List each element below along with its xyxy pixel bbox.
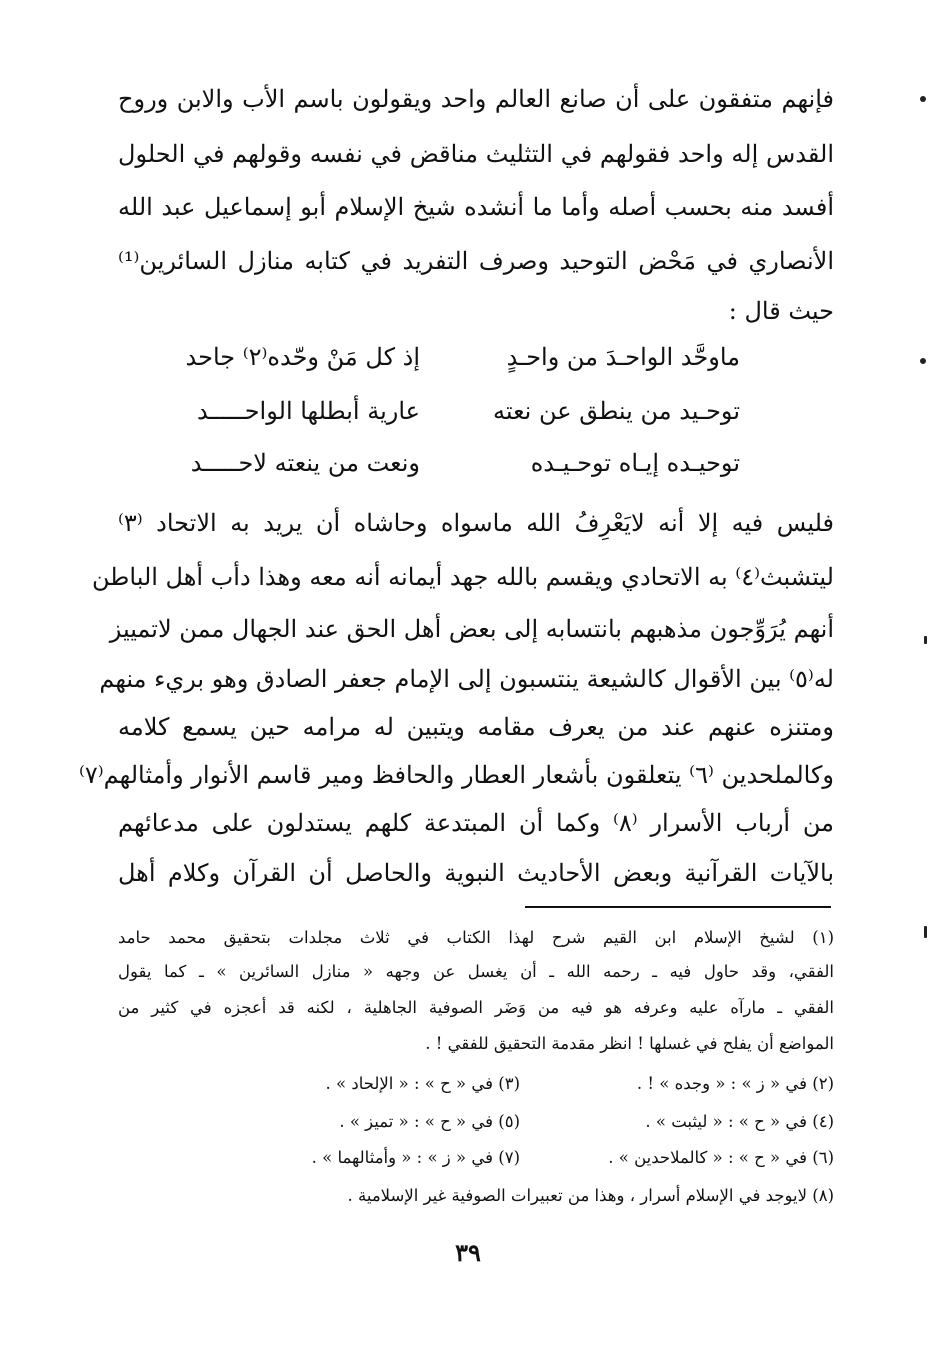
page-number: ٣٩ [455, 1238, 481, 1267]
body-line: فليس فيه إلا أنه لايَعْرِفُ الله ماسواه وحاشاه أن يريد به الاتحاد ⁽٣⁾ [118, 509, 834, 537]
footnote-item: (٤) في « ح » : « ليثبت » . [645, 1112, 834, 1131]
body-line: القدس إله واحد فقولهم في التثليث مناقض في نفسه وقولهم في الحلول [118, 140, 834, 168]
body-line: الأنصاري في مَحْض التوحيد وصرف التفريد في كتابه منازل السائرين⁽¹⁾ [118, 247, 834, 275]
body-line: له⁽٥⁾ بين الأقوال كالشيعة ينتسبون إلى الإمام جعفر الصادق وهو بريء منهم [99, 665, 834, 693]
footnote-line: الفقي ـ مارآه عليه وعرفه هو فيه من وَضَر الصوفية الجاهلية ، لكنه قد أعجزه في كثير من [118, 998, 834, 1017]
body-line: من أرباب الأسرار ⁽٨⁾ وكما أن المبتدعة كلهم يستدلون على مدعائهم [118, 809, 834, 837]
margin-dot [920, 358, 926, 364]
verse-first-hemistich: توحـيد من ينطق عن نعته [492, 397, 740, 425]
footnote-line: (١) لشيخ الإسلام ابن القيم شرح لهذا الكتاب في ثلاث مجلدات بتحقيق محمد حامد [118, 928, 834, 947]
footnote-item: (٥) في « ح » : « تميز » . [339, 1112, 520, 1131]
verse-first-hemistich: توحيـده إيـاه توحـيـده [530, 449, 740, 477]
body-line: حيث قال : [728, 297, 834, 325]
body-line: فإنهم متفقون على أن صانع العالم واحد ويقولون باسم الأب والابن وروح [118, 85, 834, 113]
footnote-line: المواضع أن يفلح في غسلها ! انظر مقدمة التحقيق للفقي ! . [425, 1034, 834, 1053]
verse-second-hemistich: إذ كل مَنْ وحّده⁽٢⁾ جاحد [185, 343, 420, 371]
margin-dot [920, 96, 926, 102]
footnote-item: (٦) في « ح » : « كالملاحدين » . [608, 1148, 834, 1167]
body-line: أنهم يُرَوِّجون مذهبهم بانتسابه إلى بعض أهل الحق عند الجهال ممن لاتمييز [109, 615, 834, 643]
footnote-item: (٣) في « ح » : « الإلحاد » . [325, 1074, 520, 1093]
margin-dot [924, 636, 927, 644]
body-line: بالآيات القرآنية وبعض الأحاديث النبوية والحاصل أن القرآن وكلام أهل [118, 859, 834, 887]
body-line: أفسد منه بحسب أصله وأما ما أنشده شيخ الإسلام أبو إسماعيل عبد الله [118, 193, 834, 221]
verse-first-hemistich: ماوحَّد الواحـدَ من واحـدٍ [506, 343, 740, 371]
body-line: ليتشبث⁽٤⁾ به الاتحادي ويقسم بالله جهد أيمانه أنه معه وهذا دأب أهل الباطن [92, 563, 834, 591]
body-line: وكالملحدين ⁽٦⁾ يتعلقون بأشعار العطار والحافظ ومير قاسم الأنوار وأمثالهم⁽٧⁾ [78, 761, 834, 789]
verse-second-hemistich: عارية أبطلها الواحـــــد [196, 397, 420, 425]
footnote-separator [525, 906, 831, 908]
footnote-line: الفقي، وقد حاول فيه ـ رحمه الله ـ أن يغسل عن وجهه « منازل السائرين » ـ كما يقول [118, 962, 834, 981]
body-line: ومتنزه عنهم عند من يعرف مقامه ويتبين له مرامه حين يسمع كلامه [118, 713, 834, 741]
footnote-item: (٢) في « ز » : « وجده » ! . [636, 1074, 834, 1093]
margin-dot [924, 926, 927, 938]
footnote-item: (٧) في « ز » : « وأمثالهما » . [311, 1148, 520, 1167]
footnote-line: (٨) لايوجد في الإسلام أسرار ، وهذا من تعبيرات الصوفية غير الإسلامية . [347, 1186, 834, 1205]
verse-second-hemistich: ونعت من ينعته لاحـــــد [190, 449, 420, 477]
